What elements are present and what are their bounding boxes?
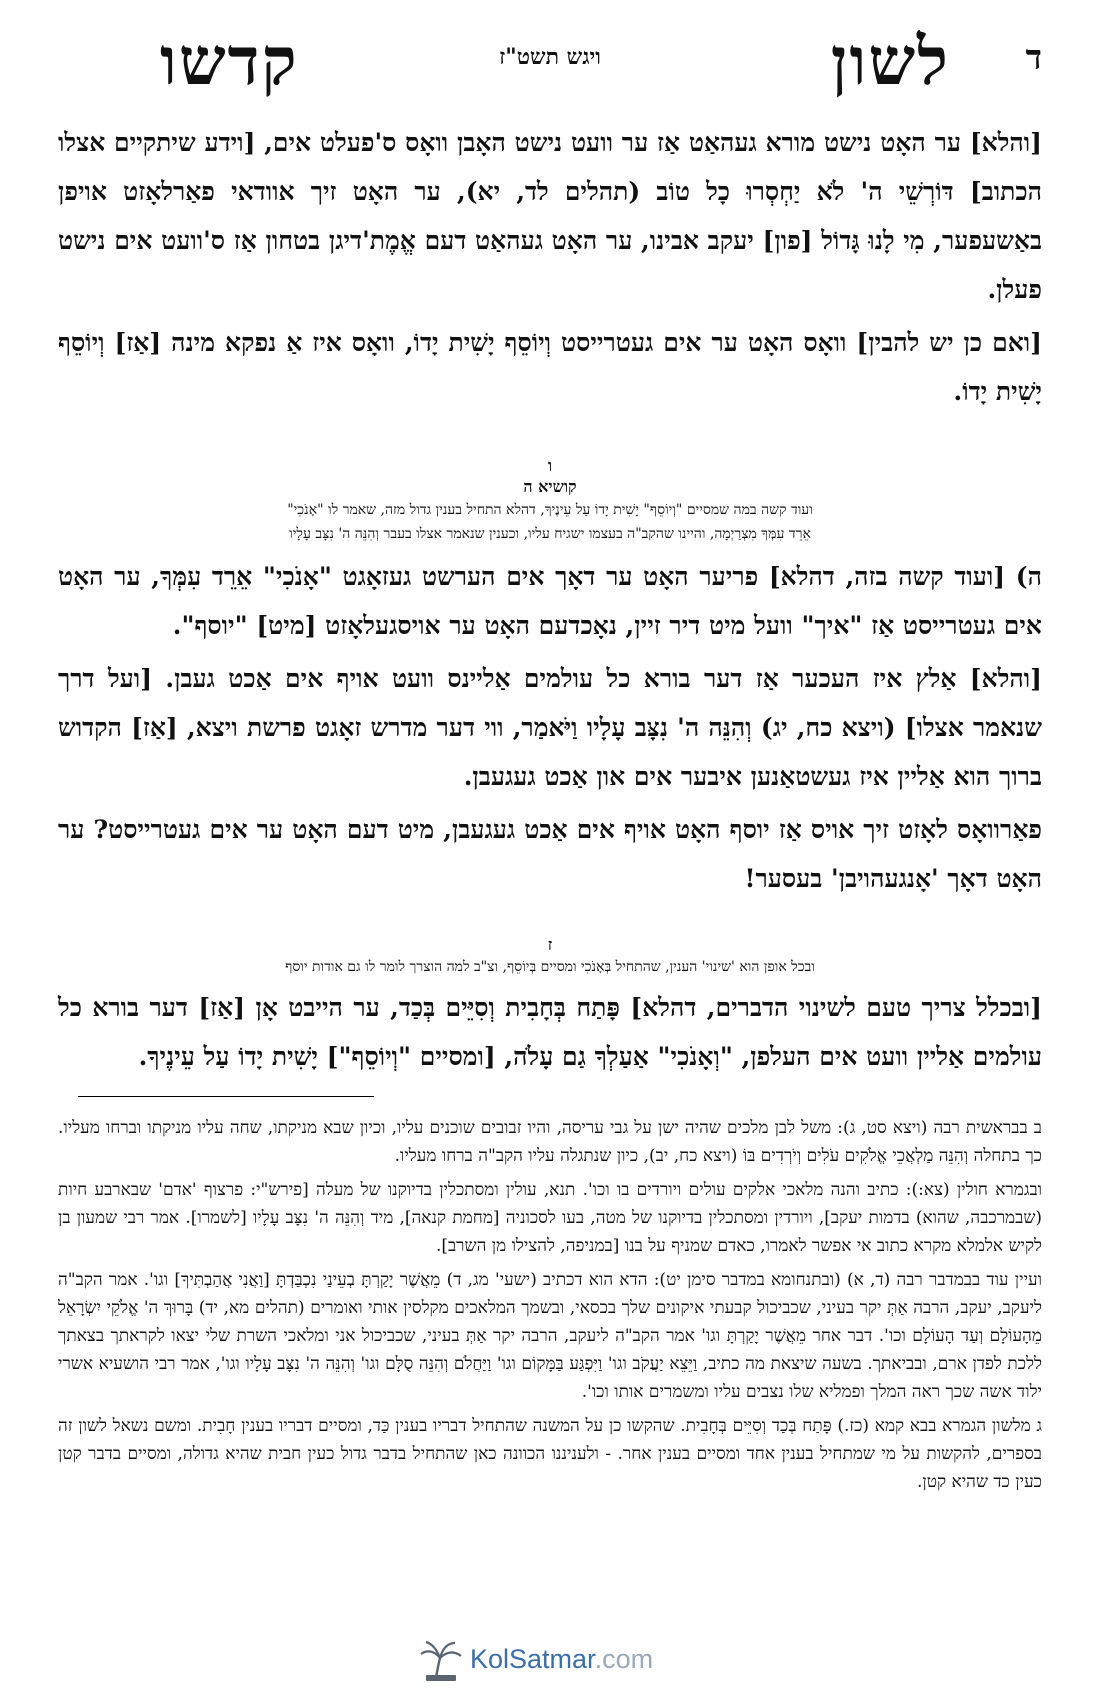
page-number: ד <box>1025 38 1042 78</box>
paragraph: ה) [ועוד קשה בזה, דהלא] פריער האָט ער דאָך אים הערשט געזאָגט "אָנֹכִי" אֵרֵד עִמְּךָ, ער האָט אים געטרייסט אַז "איך" וועל מיט דיר זיין, נאָכדעם האָט ער אויסגעלאָזט [מיט] "יוסף". <box>58 562 1042 640</box>
main-text <box>58 118 1042 1085</box>
section-summary-line: אֵרֵד עִמְּךָ מִצְרַיְמָה, והיינו שהקב"ה בעצמו ישגיח עליו, וכענין שנאמר אצלו בעבר וְהִנֵּה ה' נִצָּב עָלָיו <box>289 526 811 542</box>
section-summary-line: ועוד קשה במה שמסיים "וְיוֹסֵף" יָשִׁית יָדוֹ עַל עֵינֶיךָ, דהלא התחיל בענין גדול מזה, שאמר לו "אָנֹכִי" <box>287 502 813 518</box>
logo-brand: KolSatmar <box>470 1644 595 1674</box>
logo-text <box>470 1644 653 1675</box>
running-title-2: קדשו <box>160 22 299 100</box>
running-title-1: לשון <box>830 22 950 100</box>
paragraph: פאַרוואָס לאָזט זיך אויס אַז יוסף האָט אויף אים אַכט געגעבן, מיט דעם האָט ער אים געטרייסט? ער האָט דאָך 'אָנגעהויבן' בעסער! <box>58 815 1042 893</box>
paragraph: [ובכלל צריך טעם לשינוי הדברים, דהלא] פָּתַח בְּחָבִית וְסִיֵּים בְּכַד, ער הייבט אָן [אַז] דער בורא כל עולמים אַליין וועט אים העלפן, "וְאָנֹכִי" אַעַלְךָ גַם עָלֹה, [ומסיים "וְיוֹסֵף"] יָשִׁית יָדוֹ עַל עֵינֶיךָ. <box>58 993 1042 1071</box>
section-number: ו <box>547 456 553 475</box>
footnote: ועיין עוד בבמדבר רבה (ד, א) (ובתנחומא במדבר סימן יט): הדא הוא דכתיב (ישעי' מג, ד) מֵאֲשֶׁר יָקַרְתָּ בְעֵינַי נִכְבַּדְתָּ [וַאֲנִי אֲהַבְתִּיךָ] וגו'. אמר הקב"ה ליעקב, יעקב, הרבה אַתְּ יקר בעיני, שכביכול קבעתי איקונים שלך בכסאי, ובשמך המלאכים מקלסין אותי ואומרים (תהלים מא, יד) בָּרוּךְ ה' אֱלֹקֵי יִשְׂרָאֵל מֵהָעוֹלָם וְעַד הָעוֹלָם וכו'. דבר אחר מֵאֲשֶׁר יָקַרְתָּ וגו' אמר הקב"ה ליעקב, הרבה יקר אַתְּ בעיני, שכביכול אני ומלאכי השרת שלי יצאו לקראתך בצאתך ללכת לפדן ארם, ובביאתך. בשעה שיצאת מה כתיב, וַיֵּצֵא יַעֲקֹב וגו' וַיִּפְגַּע בַּמָּקוֹם וגו' וַיַּחֲלֹם וְהִנֵּה סֻלָּם וגו' וְהִנֵּה ה' נִצָּב עָלָיו וגו', אמר רבי הושעיא אשרי ילוד אשה שכך ראה המלך ופמליא שלו נצבים עליו ומשמרים אותו וכו'. <box>58 1270 1042 1402</box>
footnote: ובגמרא חולין (צא:): כתיב והנה מלאכי אלקים עולים ויורדים בו וכו'. תנא, עולין ומסתכלין בדיוקנו של מעלה [פירש"י: פרצוף 'אדם' שבארבע חיות (שבמרכבה, שהוא) בדמות יעקב], ויורדין ומסתכלין בדיוקנו של מטה, בעו לסכוניה [מחמת קנאה], מיד וְהִנֵּה ה' נִצָּב עָלָיו [לשמרו]. אמר רבי שמעון בן לקיש אלמלא מקרא כתוב אי אפשר לאמרו, כאדם שמניף על בנו [במניפה, להצילו מן השרב]. <box>58 1180 1042 1256</box>
section-title: קושיא ה <box>523 477 577 496</box>
footnote: ב בבראשית רבה (ויצא סט, ג): משל לבן מלכים שהיה ישן על גבי עריסה, והיו זבובים שוכנים עליו, וכיון שבא מניקתו, שחה עליו מניקתו וברחו מעליו. כך בתחלה וְהִנֵּה מַלְאֲכֵי אֱלֹקִים עֹלִים וְיֹרְדִים בּוֹ (ויצא כח, יב), כיון שנתגלה עליו הקב"ה ברחו מעליו. <box>58 1118 1042 1166</box>
paragraph: [ואם כן יש להבין] וואָס האָט ער אים געטרייסט וְיוֹסֵף יָשִׁית יָדוֹ, וואָס איז אַ נפקא מינה [אַז] וְיוֹסֵף יָשִׁית יָדוֹ. <box>58 328 1042 406</box>
section-7-heading <box>58 935 1042 979</box>
section-6-heading <box>58 456 1042 546</box>
footnote-divider <box>78 1096 374 1097</box>
parsha-label: ויגש תשט"ז <box>499 44 601 70</box>
paragraph: [והלא] אַלץ איז העכער אַז דער בורא כל עולמים אַליינס וועט אויף אים אַכט געבן. [ועל דרך שנאמר אצלו] (ויצא כח, יג) וְהִנֵּה ה' נִצָּב עָלָיו וַיֹּאמַר, ווי דער מדרש זאָגט פרשת ויצא, [אַז] הקדוש ברוך הוא אַליין איז געשטאַנען איבער אים און אַכט געגעבן. <box>58 664 1042 791</box>
palm-tree-book-icon <box>418 1638 464 1682</box>
section-summary-line: ובכל אופן הוא 'שינוי' הענין, שהתחיל בְּאָנֹכִי ומסיים בְּיוֹסֵף, וצ"ב למה הוצרך לומר לו גם אודות יוסף <box>285 959 815 975</box>
paragraph: [והלא] ער האָט נישט מורא געהאַט אַז ער וועט נישט האָבן וואָס ס'פעלט אים, [וידע שיתקיים אצלו הכתוב] דּוֹרְשֵׁי ה' לֹא יַחְסְרוּ כָל טוֹב (תהלים לד, יא), ער האָט זיך אוודאי פאַרלאָזט אויפן באַשעפער, מִי לָנוּ גָּדוֹל [פון] יעקב אבינו, ער האָט געהאַט דעם אֱמֶת'דיגן בטחון אַז ס'וועט אים נישט פעלן. <box>58 128 1042 304</box>
footnotes <box>58 1114 1042 1502</box>
footnote: ג מלשון הגמרא בבא קמא (כז.) פָּתַח בְּכַד וְסִיֵּים בְּחָבִית. שהקשו כן על המשנה שהתחיל דבריו בענין כַּד, ומסיים דבריו בענין חָבִית. ומשם נשאל לשון זה בספרים, להקשות על מי שמתחיל בענין אחד ומסיים בענין אחר. - ולעניננו הכוונה כאן שהתחיל בדבר גדול כעין חבית שהיא גדולה, ומסיים בדבר קטן כעין כד שהיא קטן. <box>58 1416 1042 1492</box>
logo-tld: .com <box>594 1644 654 1674</box>
site-logo[interactable] <box>418 1638 688 1682</box>
section-number: ז <box>547 935 553 954</box>
